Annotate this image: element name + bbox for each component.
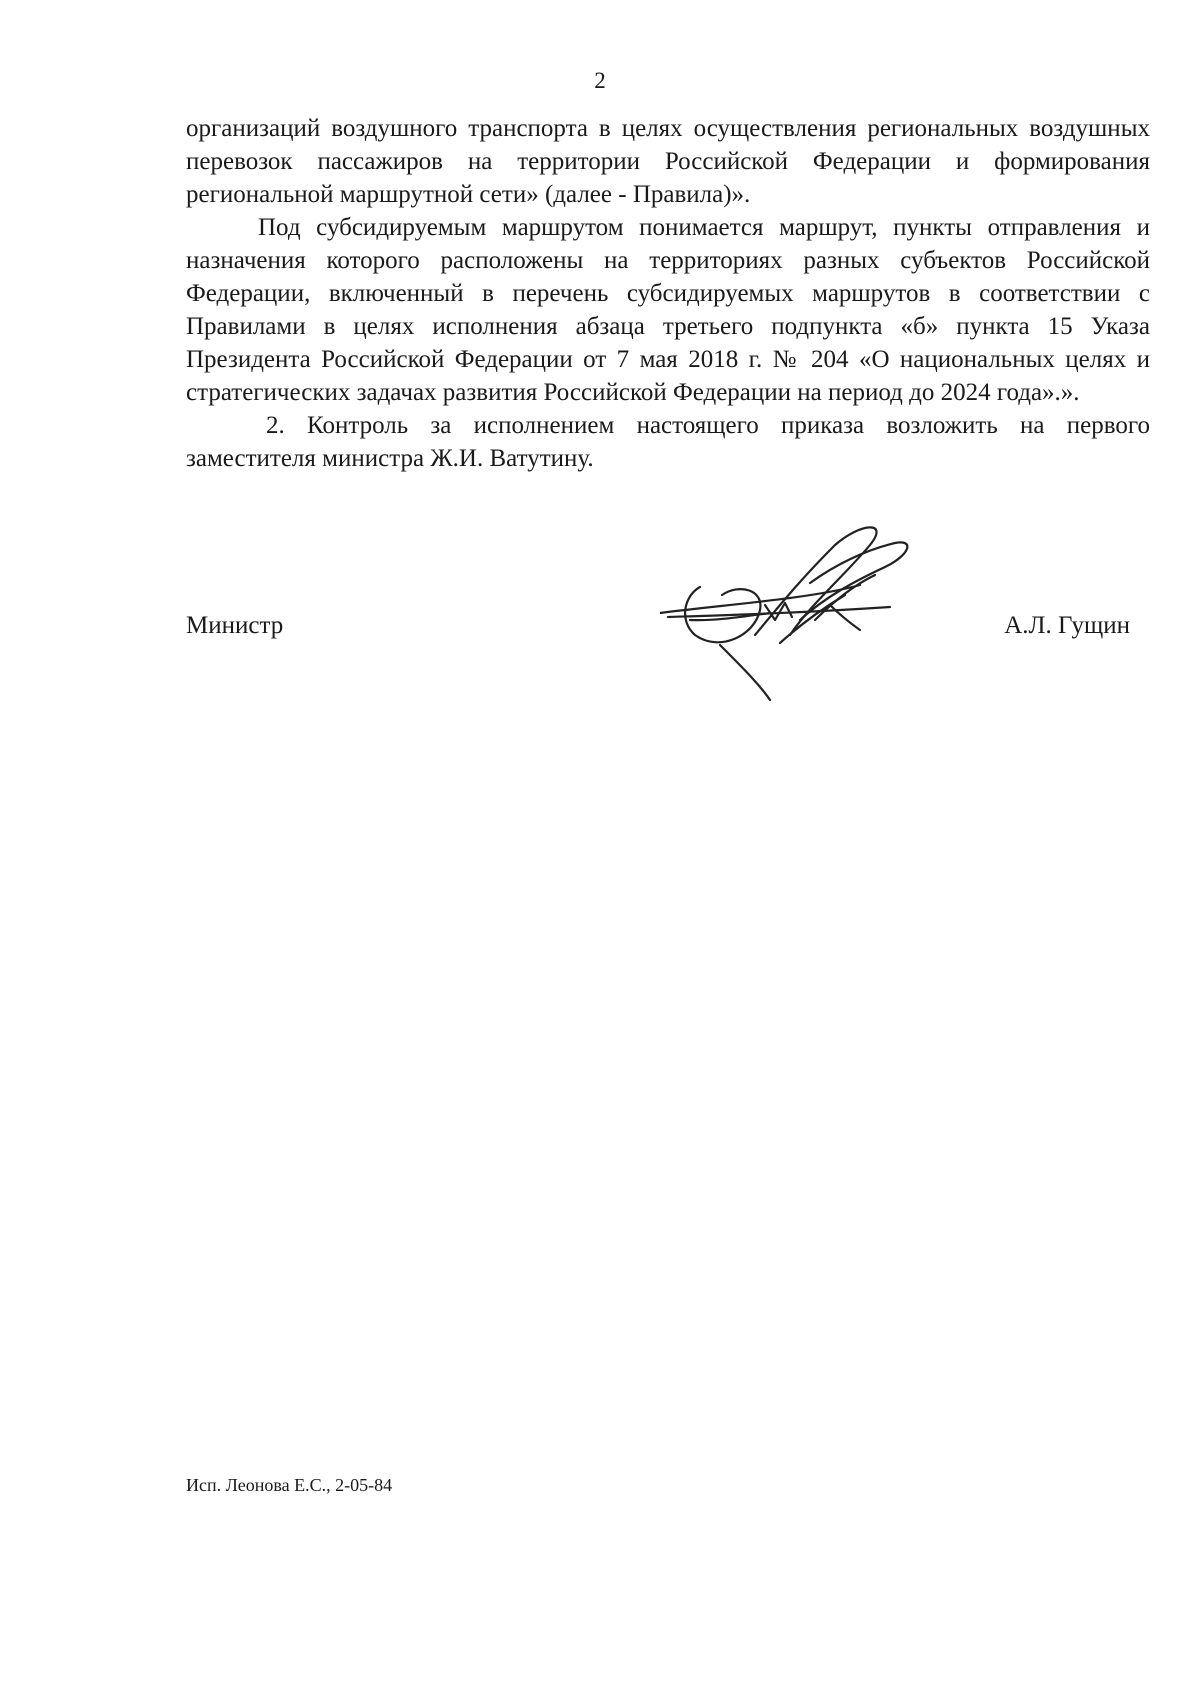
paragraph-rules-continuation: организаций воздушного транспорта в целях осуществления региональных воздушных перевозок пассажиров на территории Российской Федерации и формирования региональной маршрутной сети» (далее - Правила)». [186,115,1150,208]
document-body [186,112,1150,475]
page-number: 2 [594,68,606,93]
executor-note: Исп. Леонова Е.С., 2-05-84 [186,1475,393,1495]
paragraph-control: 2. Контроль за исполнением настоящего приказа возложить на первого заместителя министра Ж.И. Ватутину. [186,412,1150,472]
handwritten-signature [660,525,950,705]
signatory-name: А.Л. Гущин [1004,612,1130,639]
signatory-title: Министр [186,612,284,639]
paragraph-subsidized-route: Под субсидируемым маршрутом понимается маршрут, пункты отправления и назначения которого расположены на территориях разных субъектов Российской Федерации, включенный в перечень субсидируемых маршрутов в соответствии с Правилами в целях исполнения абзаца третьего подпункта «б» пункта 15 Указа Президента Российской Федерации от 7 мая 2018 г. № 204 «О национальных целях и стратегических задачах развития Российской Федерации на период до 2024 года».». [186,214,1150,406]
